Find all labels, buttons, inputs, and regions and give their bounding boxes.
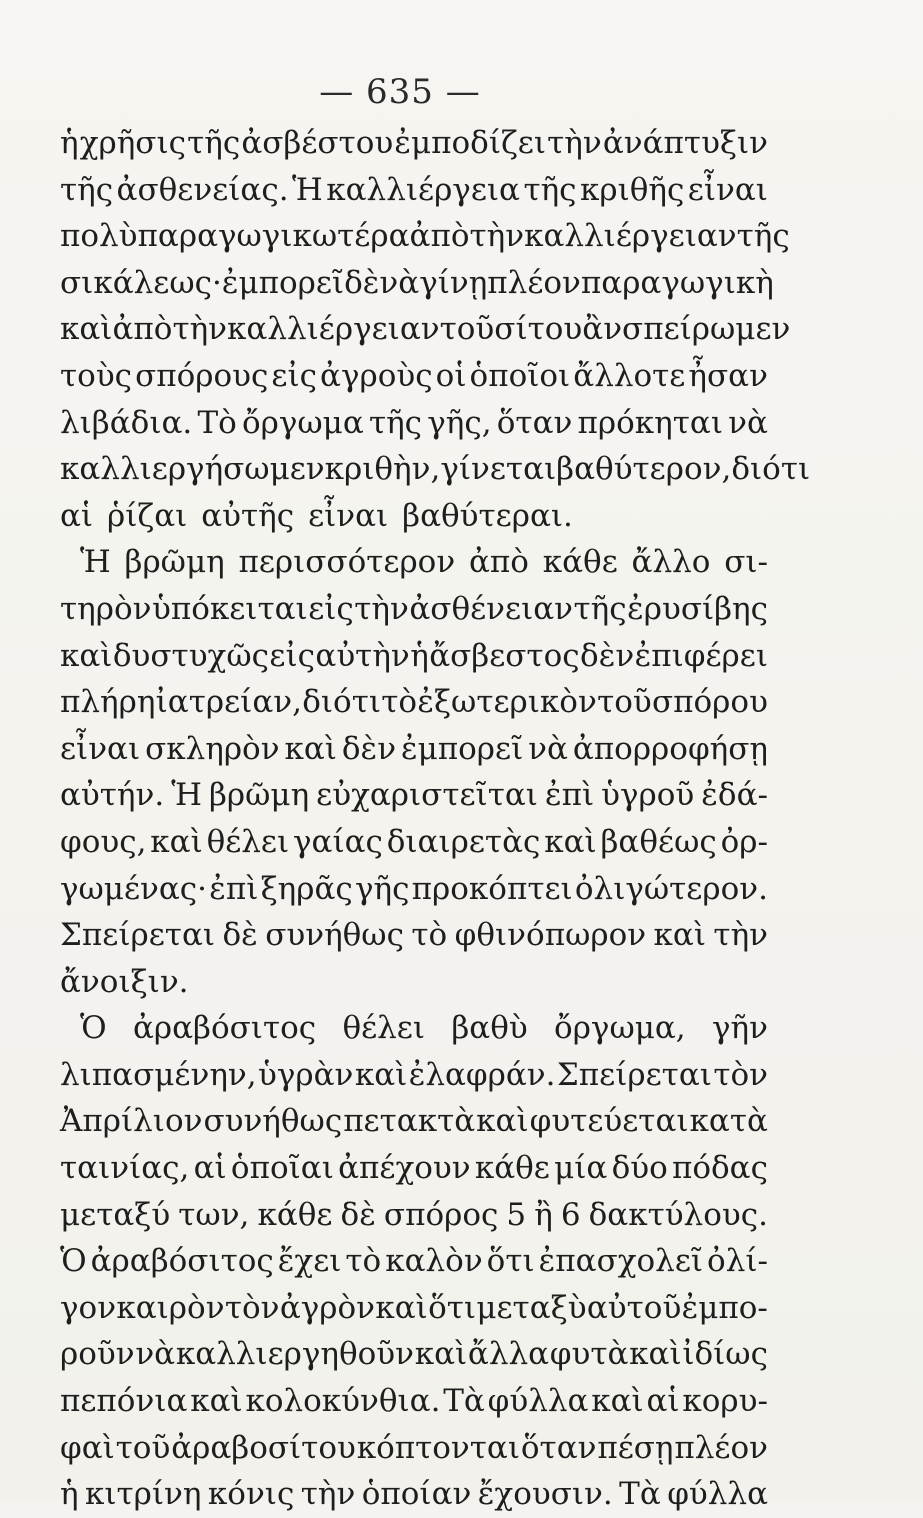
text-line: λιβάδια. Τὸ ὄργωμα τῆς γῆς, ὅταν πρόκηται νὰ (60, 404, 768, 441)
text-line: εἶναι σκληρὸν καὶ δὲν ἐμπορεῖ νὰ ἀπορροφήσῃ (60, 730, 768, 767)
text-line: γωμένας· ἐπὶ ξηρᾶς γῆς προκόπτει ὀλιγώτερον. (60, 870, 768, 907)
page-number: — 635 — (319, 72, 481, 112)
body-text (60, 120, 811, 1518)
text-line: αὐτήν. Ἡ βρῶμη εὐχαριστεῖται ἐπὶ ὑγροῦ ἐδά- (60, 777, 768, 814)
text-line: καλλιεργήσωμεν κριθὴν, γίνεται βαθύτερον, διότι (60, 451, 811, 488)
text-line: μεταξύ των, κάθε δὲ σπόρος 5 ἢ 6 δακτύλους. (60, 1196, 768, 1233)
text-line: τῆς ἀσθενείας. Ἡ καλλιέργεια τῆς κριθῆς εἶναι (60, 171, 768, 208)
text-line: καὶ ἀπὸ τὴν καλλιέργειαν τοῦ σίτου ἂν σπείρωμεν (60, 311, 791, 348)
text-line: φους, καὶ θέλει γαίας διαιρετὰς καὶ βαθέως ὀρ- (60, 823, 768, 860)
text-line: ἄνοιξιν. (60, 963, 189, 1000)
text-line: καὶ δυστυχῶς εἰς αὐτὴν ἡ ἄσβεστος δὲν ἐπιφέρει (60, 637, 768, 674)
text-line: πλήρη ἰατρείαν, διότι τὸ ἐξωτερικὸν τοῦ σπόρου (60, 684, 768, 721)
text-line: Ἀπρίλιον συνήθως πετακτὰ καὶ φυτεύεται κατὰ (60, 1103, 768, 1140)
text-line: ροῦν νὰ καλλιεργηθοῦν καὶ ἄλλα φυτὰ καὶ ἰδίως (60, 1336, 768, 1373)
text-line: πεπόνια καὶ κολοκύνθια. Τὰ φύλλα καὶ αἱ κορυ- (60, 1383, 768, 1420)
text-line: φαὶ τοῦ ἀραβοσίτου κόπτονται ὅταν πέσῃ πλέον (60, 1429, 768, 1466)
text-line: λιπασμένην, ὑγρὰν καὶ ἐλαφράν. Σπείρεται τὸν (60, 1056, 768, 1093)
text-line: τηρὸν ὑπόκειται εἰς τὴν ἀσθένειαν τῆς ἐρυσίβης (60, 590, 768, 627)
text-line: ταινίας, αἱ ὁποῖαι ἀπέχουν κάθε μία δύο πόδας (60, 1150, 768, 1187)
text-line: τοὺς σπόρους εἰς ἀγροὺς οἱ ὁποῖοι ἄλλοτε ἦσαν (60, 357, 768, 394)
text-line: ἡ χρῆσις τῆς ἀσβέστου ἐμποδίζει τὴν ἀνάπτυξιν (60, 125, 768, 161)
text-line: πολὺ παραγωγικωτέρα ἀπὸ τὴν καλλιέργειαν τῆς (60, 218, 790, 255)
text-line: Ἡ βρῶμη περισσότερον ἀπὸ κάθε ἄλλο σι- (80, 544, 768, 581)
text-line: γον καιρὸν τὸν ἀγρὸν καὶ ὅτι μεταξὺ αὐτοῦ ἐμπο- (60, 1289, 768, 1326)
text-line: σικάλεως· ἐμπορεῖ δὲ νὰ γίνῃ πλέον παραγωγικὴ (60, 264, 774, 301)
text-line: Ὁ ἀραβόσιτος θέλει βαθὺ ὄργωμα, γῆν (80, 1010, 768, 1047)
text-line: αἱ ῥίζαι αὐτῆς εἶναι βαθύτεραι. (60, 497, 573, 534)
text-line: ἡ κιτρίνη κόνις τὴν ὁποίαν ἔχουσιν. Τὰ φύλλα (60, 1476, 768, 1513)
text-line: Ὁ ἀραβόσιτος ἔχει τὸ καλὸν ὅτι ἐπασχολεῖ ὀλί- (60, 1243, 768, 1280)
text-line: Σπείρεται δὲ συνήθως τὸ φθινόπωρον καὶ τὴν (60, 917, 768, 954)
